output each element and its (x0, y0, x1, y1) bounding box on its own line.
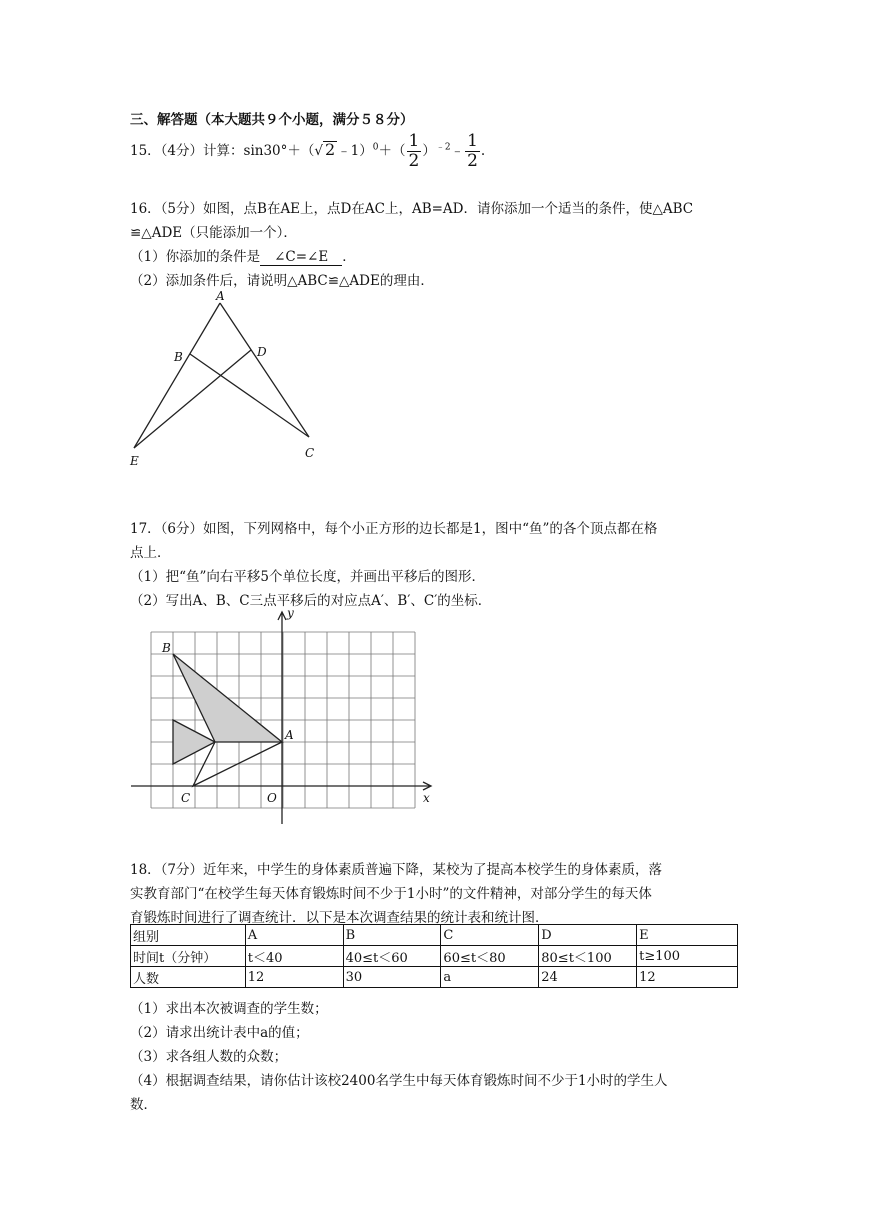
q18-sub4: （4）根据调查结果，请你估计该校2400名学生中每天体育锻炼时间不少于1小时的学生人 (130, 1073, 668, 1089)
table-cell: 60≤t＜80 (441, 946, 539, 967)
statistics-table (130, 924, 738, 988)
q17-line4: （2）写出A、B、C三点平移后的对应点A′、B′、C′的坐标． (130, 593, 492, 609)
line-BC (190, 354, 309, 437)
table-cell: 24 (539, 967, 637, 988)
q18-sub2: （2）请求出统计表中a的值； (130, 1025, 309, 1041)
question-15 (130, 133, 485, 170)
q15-close: ） (422, 143, 436, 159)
table-cell: 12 (245, 967, 343, 988)
table-cell: C (441, 925, 539, 946)
label-B: B (174, 350, 183, 364)
fraction-one-half-2: $\frac{1}{2}$ (467, 131, 478, 171)
q16-line1: 16．（5分）如图，点B在AE上，点D在AC上，AB=AD．请你添加一个适当的条件，使△ABC (130, 201, 694, 217)
table-cell: B (343, 925, 441, 946)
table-cell: 30 (343, 967, 441, 988)
label-C: C (181, 791, 191, 805)
q16-line3: （1）你添加的条件是 ∠C=∠E ． (130, 249, 356, 265)
section-title: 三、解答题（本大题共９个小题，满分５８分） (130, 112, 414, 128)
line-AE (134, 303, 220, 448)
table-cell: 80≤t＜100 (539, 946, 637, 967)
q17-line1: 17．（6分）如图，下列网格中，每个小正方形的边长都是1，图中“鱼”的各个顶点都在格 (130, 521, 658, 537)
fish-grid-figure (125, 605, 445, 830)
label-O: O (267, 791, 277, 805)
label-B: B (162, 641, 171, 655)
q18-sub1: （1）求出本次被调查的学生数； (130, 1001, 328, 1017)
q15-minus: ﹣ (450, 143, 465, 159)
q15-prefix: 15．（4分）计算：sin30°＋（ (130, 143, 315, 159)
table-row (131, 925, 738, 946)
q17-line3: （1）把“鱼”向右平移5个单位长度，并画出平移后的图形． (130, 569, 485, 585)
q15-end: . (480, 143, 486, 159)
label-E: E (130, 454, 139, 468)
table-cell: 组别 (131, 925, 246, 946)
q18-line1: 18．（7分）近年来，中学生的身体素质普遍下降，某校为了提高本校学生的身体素质，落 (130, 862, 663, 878)
table-cell: a (441, 967, 539, 988)
grid (151, 632, 415, 808)
fraction-one-half: $\frac{1}{2}$ (408, 131, 420, 171)
table-cell: D (539, 925, 637, 946)
table-cell: t≥100 (637, 946, 738, 967)
q16-line4: （2）添加条件后，请说明△ABC≌△ADE的理由． (130, 273, 434, 289)
sqrt-2: √ 2 (314, 140, 336, 159)
table-cell: E (637, 925, 738, 946)
label-A: A (285, 728, 294, 742)
q18-sub4-cont: 数． (130, 1097, 157, 1113)
q15-plus-open: ＋（ (378, 143, 406, 159)
q18-sub3: （3）求各组人数的众数； (130, 1049, 288, 1065)
q16-line2: ≌△ADE（只能添加一个）． (130, 225, 297, 241)
table-cell: 40≤t＜60 (343, 946, 441, 967)
q18-line2: 实教育部门“在校学生每天体育锻炼时间不少于1小时”的文件精神，对部分学生的每天体 (130, 886, 652, 902)
label-C: C (305, 446, 315, 460)
line-DE (134, 350, 251, 448)
q18-line3: 育锻炼时间进行了调查统计．以下是本次调查结果的统计表和统计图． (130, 910, 549, 926)
table-cell: t＜40 (245, 946, 343, 967)
triangle-figure (120, 285, 340, 475)
q17-line2: 点上． (130, 545, 171, 561)
answer-blank: ∠C=∠E (260, 249, 342, 266)
axis-y-label: y (287, 606, 294, 620)
label-A: A (216, 289, 225, 303)
table-cell: 时间t（分钟） (131, 946, 246, 967)
table-row (131, 946, 738, 967)
exp-neg-two: ﹣2 (435, 142, 451, 153)
table-cell: 人数 (131, 967, 246, 988)
table-row (131, 967, 738, 988)
table-cell: A (245, 925, 343, 946)
q15-minus-one: ﹣1） (337, 143, 373, 159)
axis-x-label: x (423, 791, 430, 805)
exp-zero: 0 (372, 142, 379, 153)
label-D: D (257, 345, 267, 359)
line-AC (220, 303, 309, 437)
table-cell: 12 (637, 967, 738, 988)
